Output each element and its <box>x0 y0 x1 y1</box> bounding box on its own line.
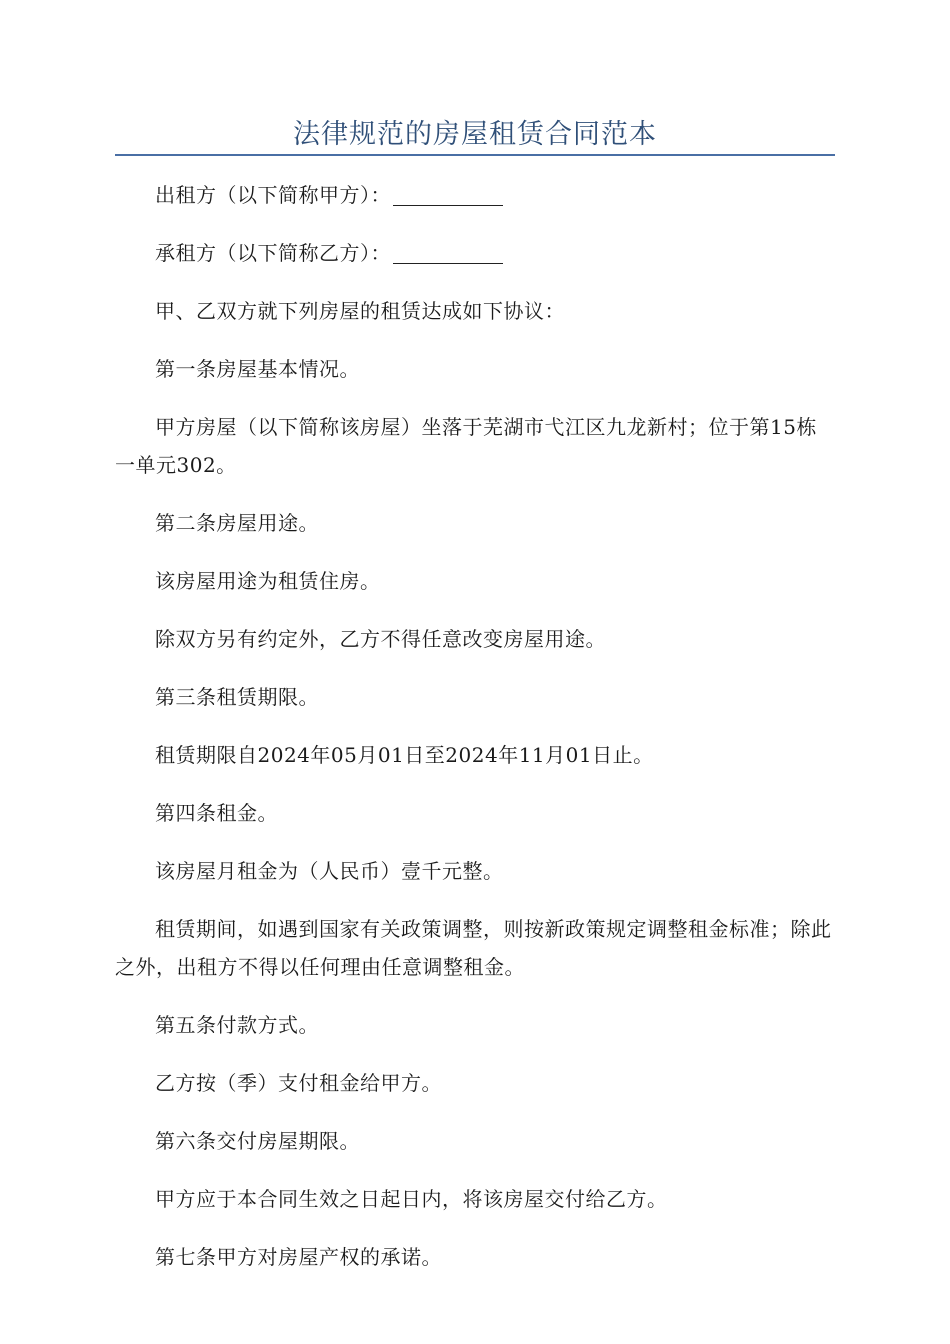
paragraph: 租赁期限自2024年05月01日至2024年11月01日止。 <box>155 743 654 767</box>
paragraph: 乙方按（季）支付租金给甲方。 <box>155 1071 442 1095</box>
lessor-label: 出租方（以下简称甲方）： <box>155 183 391 207</box>
paragraph: 除双方另有约定外，乙方不得任意改变房屋用途。 <box>155 627 606 651</box>
lessee-line <box>115 234 835 272</box>
lessor-blank <box>393 183 503 206</box>
paragraph: 该房屋用途为租赁住房。 <box>155 569 381 593</box>
clause-heading: 第五条付款方式。 <box>155 1013 319 1037</box>
paragraph: 该房屋月租金为（人民币）壹千元整。 <box>155 859 504 883</box>
title-underline <box>115 154 835 156</box>
clause-heading: 第三条租赁期限。 <box>155 685 319 709</box>
clause-heading: 第六条交付房屋期限。 <box>155 1129 360 1153</box>
lessee-blank <box>393 241 503 264</box>
clause-heading: 第二条房屋用途。 <box>155 511 319 535</box>
paragraph: 租赁期间，如遇到国家有关政策调整，则按新政策规定调整租金标准；除此之外，出租方不得以任何理由任意调整租金。 <box>115 917 832 979</box>
clause-heading: 第一条房屋基本情况。 <box>155 357 360 381</box>
paragraph: 甲、乙双方就下列房屋的租赁达成如下协议： <box>155 299 565 323</box>
paragraph: 甲方应于本合同生效之日起日内，将该房屋交付给乙方。 <box>155 1187 668 1211</box>
lessee-label: 承租方（以下简称乙方）： <box>155 241 391 265</box>
document-title: 法律规范的房屋租赁合同范本 <box>293 119 657 150</box>
clause-heading: 第七条甲方对房屋产权的承诺。 <box>155 1245 442 1269</box>
paragraph: 甲方房屋（以下简称该房屋）坐落于芜湖市弋江区九龙新村；位于第15栋一单元302。 <box>115 415 817 477</box>
lessor-line <box>115 176 835 214</box>
document-body <box>115 176 835 1296</box>
clause-heading: 第四条租金。 <box>155 801 278 825</box>
